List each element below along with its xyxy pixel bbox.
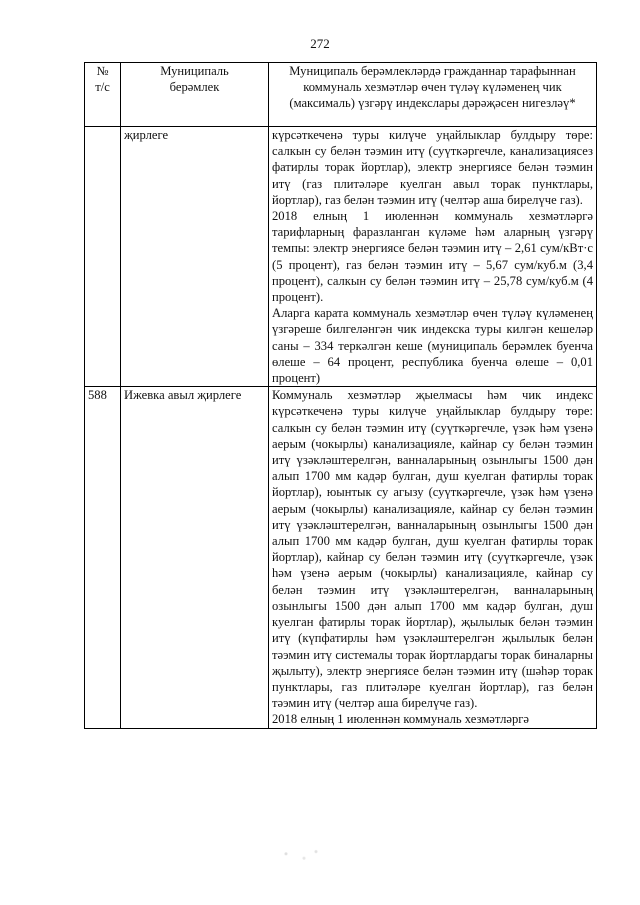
row-text-cell [269, 127, 597, 387]
table-row [85, 387, 597, 728]
row-number-cell [85, 127, 121, 387]
row-paragraph: Коммуналь хезмәтләр җыелмасы һәм чик индекс күрсәткеченә туры килүче уңайлыклар булдыру төре: салкын су белән тәэмин итү (суүткәргечле, үзәк һәм үзенә аерым (чокырлы) канализацияле, кайнар су белән тәэмин итү үзәкләштерелгән, ванналарының озынлыгы 1500 дән алып 1700 мм кадәр булган, душ куелган фатирлы торак йортлар), юынтык су агызу (суүткәргечле, үзәк һәм үзенә аерым (чокырлы) канализацияле, кайнар су белән тәэмин итү үзәкләштерелгән, ванналарының озынлыгы 1500 дән алып 1700 мм кадәр булган, душ куелган фатирлы торак йортлар), кайнар су белән тәэмин итү (суүткәргечле, үзәк һәм үзенә аерым (чокырлы) канализацияле, кайнар су белән тәэмин итү үзәкләштерелгән, ванналарының озынлыгы 1500 дән алып 1700 мм кадәр булган, душ куелган фатирлы торак йортлар), җылылык белән тәэмин итү (күпфатирлы һәм үзәкләштерелгән җылылык белән тәэмин итү системалы торак йортлардагы торак биналарны җылыту), электр энергиясе белән тәэмин итү (шәһәр торак пунктлары, газ плитәләре куелган йортлар), газ белән тәэмин итү (челтәр аша бирелүче газ). [272, 388, 593, 711]
scan-artifact [268, 845, 328, 867]
header-justification [269, 63, 597, 127]
row-paragraph: Аларга карата коммуналь хезмәтләр өчен түләү күләменең үзгәреше билгеләнгән чик индекска туры килгән кешеләр саны – 334 теркәлгән кеше (муниципаль берәмлек буенча өлеше – 64 процент, республика буенча өлеше – 0,01 процент) [272, 306, 593, 386]
tariff-table [84, 62, 597, 729]
row-paragraph: 2018 елның 1 июленнән коммуналь хезмәтләргә тарифларның фаразланган күләме һәм аларның үзгәрү темпы: электр энергиясе белән тәэмин итү – 2,61 сум/кВт·с (5 процент), газ белән тәэмин итү – 5,67 сум/куб.м (3,4 процент), салкын су белән тәэмин итү – 25,78 сум/куб.м (4 процент). [272, 209, 593, 305]
row-text-cell [269, 387, 597, 728]
header-number-text: № т/с [95, 64, 110, 95]
row-paragraph: 2018 елның 1 июленнән коммуналь хезмәтләргә [272, 712, 529, 727]
table-row [85, 127, 597, 387]
header-municipality [121, 63, 269, 127]
page-number: 272 [310, 36, 330, 51]
row-paragraph: күрсәткеченә туры килүче уңайлыклар булдыру төре: салкын су белән тәэмин итү (суүткәргечле, канализациясез фатирлы торак йортлар), электр энергиясе белән тәэмин итү (газ плитәләре куелган авыл торак пунктлары, йортлар), газ белән тәэмин итү (челтәр аша бирелүче газ). [272, 128, 593, 207]
row-number-cell: 588 [85, 387, 121, 728]
row-municipality-cell: җирлеге [121, 127, 269, 387]
header-number [85, 63, 121, 127]
header-municipality-text: Муниципаль берәмлек [160, 64, 229, 95]
row-municipality-cell: Ижевка авыл җирлеге [121, 387, 269, 728]
table-header-row [85, 63, 597, 127]
header-justification-text: Муниципаль берәмлекләрдә гражданнар тарафыннан коммуналь хезмәтләр өчен түләү күләменең чик (максималь) үзгәрү индекслары дәрәҗәсен нигезләү* [289, 64, 576, 111]
